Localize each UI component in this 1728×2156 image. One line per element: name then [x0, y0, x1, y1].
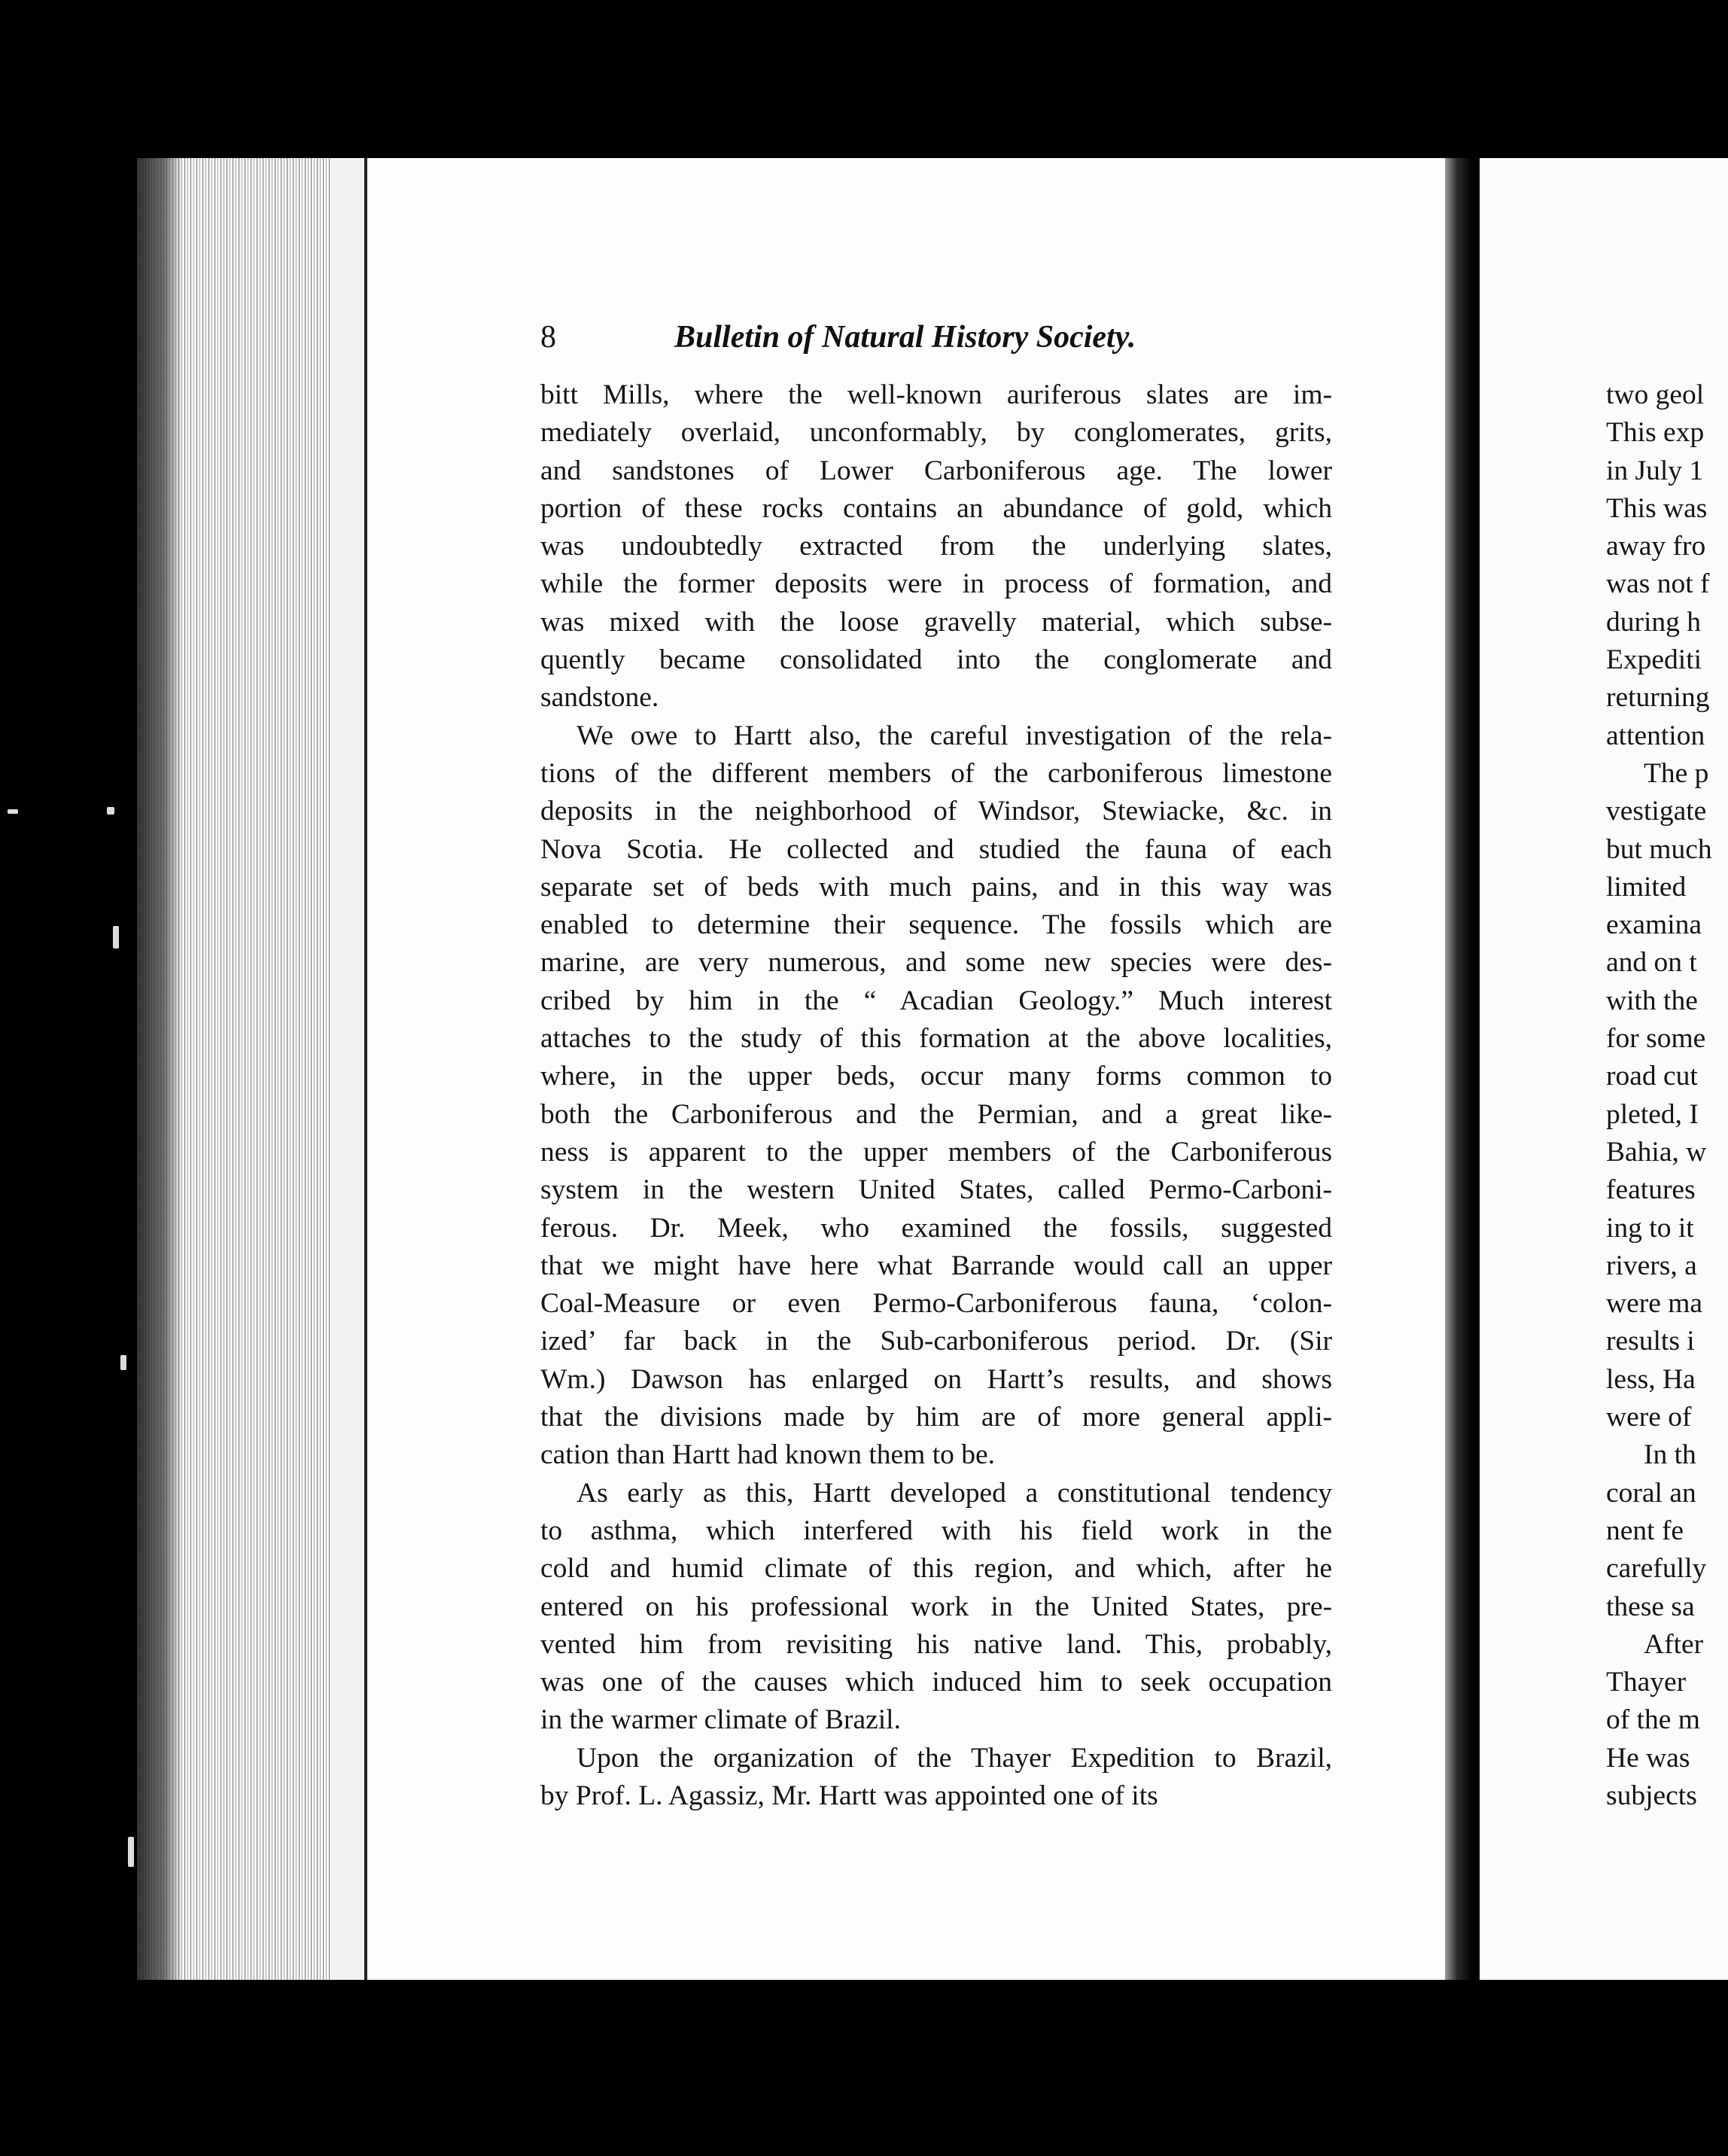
- text-line: carefully: [1606, 1553, 1707, 1585]
- text-line: by Prof. L. Agassiz, Mr. Hartt was appointed one of its: [540, 1780, 1158, 1811]
- text-line: examina: [1606, 909, 1702, 941]
- text-line: less, Ha: [1606, 1363, 1696, 1395]
- text-line: ness is apparent to the upper members of the Carboniferous: [540, 1136, 1332, 1168]
- text-line: The p: [1644, 757, 1709, 789]
- text-line: these sa: [1606, 1591, 1695, 1622]
- text-line: mediately overlaid, unconformably, by conglomerates, grits,: [540, 417, 1332, 449]
- scan-speck: [8, 809, 18, 814]
- book-gutter: [1445, 158, 1472, 1980]
- text-line: tions of the different members of the carboniferous limestone: [540, 757, 1332, 789]
- text-line: cation than Hartt had known them to be.: [540, 1439, 996, 1471]
- running-head: Bulletin of Natural History Society.: [674, 320, 1136, 355]
- text-line: entered on his professional work in the United States, pre-: [540, 1591, 1332, 1622]
- paragraph: [540, 1475, 1332, 1740]
- text-line: that the divisions made by him are of more general appli-: [540, 1402, 1332, 1433]
- text-line: rivers, a: [1606, 1250, 1697, 1281]
- text-line: and sandstones of Lower Carboniferous age. The lower: [540, 455, 1332, 486]
- text-line: returning: [1606, 682, 1710, 714]
- paragraph: [540, 717, 1332, 1475]
- text-line: subjects: [1606, 1780, 1697, 1811]
- text-line: in July 1: [1606, 455, 1704, 486]
- text-line: system in the western United States, called Permo-Carboni-: [540, 1174, 1332, 1206]
- page-number: 8: [540, 320, 556, 355]
- text-line: both the Carboniferous and the Permian, and a great like-: [540, 1098, 1332, 1130]
- text-line: features: [1606, 1174, 1696, 1206]
- text-line: attention: [1606, 720, 1705, 751]
- text-line: attaches to the study of this formation at the above localities,: [540, 1023, 1332, 1055]
- text-line: results i: [1606, 1326, 1695, 1357]
- text-line: enabled to determine their sequence. The fossils which are: [540, 909, 1332, 941]
- text-line: was not f: [1606, 568, 1710, 600]
- scan-speck: [128, 1837, 134, 1867]
- text-line: away fro: [1606, 531, 1706, 562]
- text-line: sandstone.: [540, 682, 659, 714]
- text-line: where, in the upper beds, occur many forms common to: [540, 1061, 1332, 1092]
- scan-speck: [107, 807, 114, 815]
- paragraph: [540, 376, 1332, 717]
- text-line: was undoubtedly extracted from the underlying slates,: [540, 531, 1332, 562]
- text-line: After: [1644, 1628, 1704, 1660]
- text-line: Wm.) Dawson has enlarged on Hartt’s results, and shows: [540, 1363, 1332, 1395]
- text-line: were ma: [1606, 1288, 1703, 1320]
- text-line: while the former deposits were in process of formation, and: [540, 568, 1332, 600]
- book-gutter-shadow: [1472, 158, 1480, 1980]
- text-line: with the: [1606, 985, 1698, 1016]
- text-line: ferous. Dr. Meek, who examined the fossils, suggested: [540, 1212, 1332, 1244]
- text-line: road cut: [1606, 1061, 1698, 1092]
- text-line: pleted, I: [1606, 1098, 1699, 1130]
- text-line: quently became consolidated into the conglomerate and: [540, 644, 1332, 676]
- text-line: vented him from revisiting his native land. This, probably,: [540, 1628, 1332, 1660]
- text-line: separate set of beds with much pains, and in this way was: [540, 871, 1332, 903]
- scan-speck: [113, 926, 119, 949]
- text-line: nent fe: [1606, 1515, 1684, 1546]
- paragraph: [540, 1740, 1332, 1816]
- page-edge-highlight: [331, 158, 367, 1980]
- text-line: Expediti: [1606, 644, 1702, 676]
- text-line: This was: [1606, 492, 1708, 524]
- text-line: coral an: [1606, 1477, 1696, 1509]
- text-line: was one of the causes which induced him to seek occupation: [540, 1667, 1332, 1698]
- text-line: In th: [1644, 1439, 1696, 1471]
- right-page-text: [1606, 376, 1728, 1815]
- text-line: This exp: [1606, 417, 1705, 449]
- text-line: cribed by him in the “ Acadian Geology.” Much interest: [540, 985, 1332, 1016]
- text-line: limited: [1606, 871, 1687, 903]
- page-edge-shadow: [137, 158, 182, 1980]
- text-line: deposits in the neighborhood of Windsor, Stewiacke, &c. in: [540, 796, 1332, 827]
- text-line: that we might have here what Barrande would call an upper: [540, 1250, 1332, 1281]
- left-page-text: [540, 376, 1332, 1815]
- text-line: of the m: [1606, 1704, 1700, 1736]
- text-line: He was: [1606, 1742, 1690, 1774]
- text-line: Nova Scotia. He collected and studied the fauna of each: [540, 833, 1332, 865]
- text-line: ized’ far back in the Sub-carboniferous period. Dr. (Sir: [540, 1326, 1332, 1357]
- text-line: cold and humid climate of this region, and which, after he: [540, 1553, 1332, 1585]
- text-line: but much: [1606, 833, 1712, 865]
- text-line: bitt Mills, where the well-known auriferous slates are im-: [540, 379, 1332, 410]
- text-line: Coal-Measure or even Permo-Carboniferous fauna, ‘colon-: [540, 1288, 1332, 1320]
- text-line: vestigate: [1606, 796, 1707, 827]
- text-line: Upon the organization of the Thayer Expedition to Brazil,: [577, 1742, 1332, 1774]
- text-line: portion of these rocks contains an abundance of gold, which: [540, 492, 1332, 524]
- text-line: As early as this, Hartt developed a constitutional tendency: [577, 1477, 1332, 1509]
- text-line: was mixed with the loose gravelly material, which subse-: [540, 606, 1332, 638]
- text-line: in the warmer climate of Brazil.: [540, 1704, 901, 1736]
- text-line: Thayer: [1606, 1667, 1687, 1698]
- text-line: during h: [1606, 606, 1702, 638]
- text-line: to asthma, which interfered with his field work in the: [540, 1515, 1332, 1546]
- page-header: [540, 315, 1233, 360]
- text-line: Bahia, w: [1606, 1136, 1707, 1168]
- text-line: marine, are very numerous, and some new species were des-: [540, 947, 1332, 979]
- text-line: were of: [1606, 1402, 1692, 1433]
- text-line: and on t: [1606, 947, 1697, 979]
- text-line: for some: [1606, 1023, 1706, 1055]
- text-line: ing to it: [1606, 1212, 1694, 1244]
- scan-speck: [120, 1355, 126, 1370]
- text-line: two geol: [1606, 379, 1705, 410]
- text-line: We owe to Hartt also, the careful investigation of the rela-: [577, 720, 1332, 751]
